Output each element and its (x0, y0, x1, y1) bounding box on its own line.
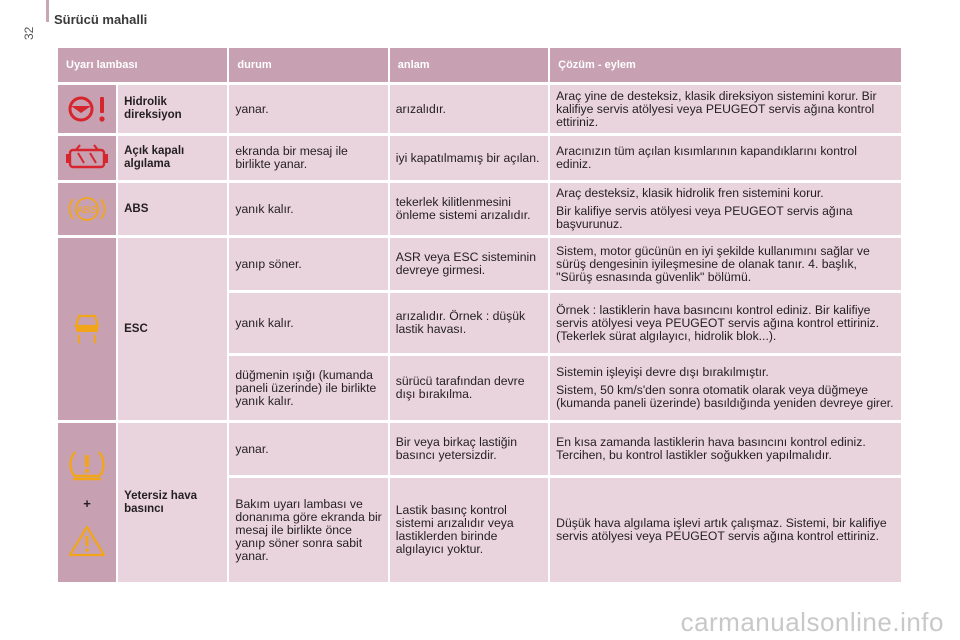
table-row (58, 238, 901, 290)
section-title: Sürücü mahalli (54, 12, 148, 27)
abs-icon-text: ABS (77, 205, 98, 216)
plus-sign: + (83, 496, 91, 511)
lamp-name: Yetersiz hava basıncı (118, 423, 227, 582)
cozum-cell: Örnek : lastiklerin hava basıncını kontrol ediniz. Bir kalifiye servis atölyesi veya PEUGEOT servis ağına kontrol ettiriniz. (Tekerlek sürat algılayıcı, hidrolik blok...). (550, 293, 901, 353)
header-durum: durum (229, 48, 387, 82)
watermark: carmanualsonline.info (680, 607, 944, 637)
anlam-cell: iyi kapatılmamış bir açılan. (390, 136, 548, 180)
esc-skid-icon (58, 238, 116, 420)
durum-cell: yanar. (229, 423, 387, 475)
anlam-cell: sürücü tarafından devre dışı bırakılma. (390, 356, 548, 420)
durum-cell: yanıp söner. (229, 238, 387, 290)
cozum-cell: En kısa zamanda lastiklerin hava basıncını kontrol ediniz. Tercihen, bu kontrol lastikler soğukken yapılmalıdır. (550, 423, 901, 475)
cozum-cell: Sistem, motor gücünün en iyi şekilde kullanımını sağlar ve sürüş dengesinin iyileşmesine de olanak tanır. 4. başlık, "Sürüş esnasında güvenlik" bölümü. (550, 238, 901, 290)
anlam-cell: tekerlek kilitlenmesini önleme sistemi arızalıdır. (390, 183, 548, 235)
cozum-paragraph: Bir kalifiye servis atölyesi veya PEUGEOT servis ağına başvurunuz. (556, 204, 853, 231)
header-uyari-lambasi: Uyarı lambası (58, 48, 227, 82)
cozum-paragraph: Sistem, 50 km/s'den sonra otomatik olarak veya düğmeye (kumanda paneli üzerinde) basıldığında yeniden devreye girer. (556, 383, 894, 410)
margin-bar (46, 0, 49, 22)
page-number: 32 (22, 26, 36, 40)
cozum-cell (550, 183, 901, 235)
table-header-row (58, 48, 901, 82)
table-row (58, 423, 901, 475)
cozum-cell: Aracınızın tüm açılan kısımlarının kapandıklarını kontrol ediniz. (550, 136, 901, 180)
tyre-pressure-icon-group (58, 423, 116, 582)
cozum-cell: Araç yine de desteksiz, klasik direksiyon sistemini korur. Bir kalifiye servis atölyesi veya PEUGEOT servis ağına kontrol ettiriniz. (550, 85, 901, 133)
lamp-name: Açık kapalı algılama (118, 136, 227, 180)
durum-cell: yanık kalır. (229, 293, 387, 353)
warning-triangle-icon (67, 524, 107, 558)
durum-cell: ekranda bir mesaj ile birlikte yanar. (229, 136, 387, 180)
anlam-cell: arızalıdır. Örnek : düşük lastik havası. (390, 293, 548, 353)
lamp-name: ESC (118, 238, 227, 420)
lamp-name: Hidrolik direksiyon (118, 85, 227, 133)
durum-cell: düğmenin ışığı (kumanda paneli üzerinde) ile birlikte yanık kalır. (229, 356, 387, 420)
header-anlam: anlam (390, 48, 548, 82)
cozum-paragraph: Araç desteksiz, klasik hidrolik fren sistemini korur. (556, 186, 824, 200)
header-cozum-eylem: Çözüm - eylem (550, 48, 901, 82)
cozum-paragraph: Sistemin işleyişi devre dışı bırakılmıştır. (556, 365, 769, 379)
table-row (58, 183, 901, 235)
table-row (58, 136, 901, 180)
anlam-cell: arızalıdır. (390, 85, 548, 133)
table-row (58, 85, 901, 133)
durum-cell: yanar. (229, 85, 387, 133)
power-steering-warning-icon (58, 85, 116, 133)
tyre-pressure-icon (67, 447, 107, 483)
abs-icon (58, 183, 116, 235)
door-open-icon (58, 136, 116, 180)
cozum-cell: Düşük hava algılama işlevi artık çalışmaz. Sistemi, bir kalifiye servis atölyesi veya PEUGEOT servis ağına kontrol ettiriniz. (550, 478, 901, 582)
warning-lamp-table (56, 45, 903, 585)
lamp-name: ABS (118, 183, 227, 235)
anlam-cell: Lastik basınç kontrol sistemi arızalıdır veya lastiklerden birinde algılayıcı yoktur. (390, 478, 548, 582)
durum-cell: Bakım uyarı lambası ve donanıma göre ekranda bir mesaj ile birlikte önce yanıp söner sonra sabit yanar. (229, 478, 387, 582)
cozum-cell (550, 356, 901, 420)
anlam-cell: Bir veya birkaç lastiğin basıncı yetersizdir. (390, 423, 548, 475)
durum-cell: yanık kalır. (229, 183, 387, 235)
anlam-cell: ASR veya ESC sisteminin devreye girmesi. (390, 238, 548, 290)
